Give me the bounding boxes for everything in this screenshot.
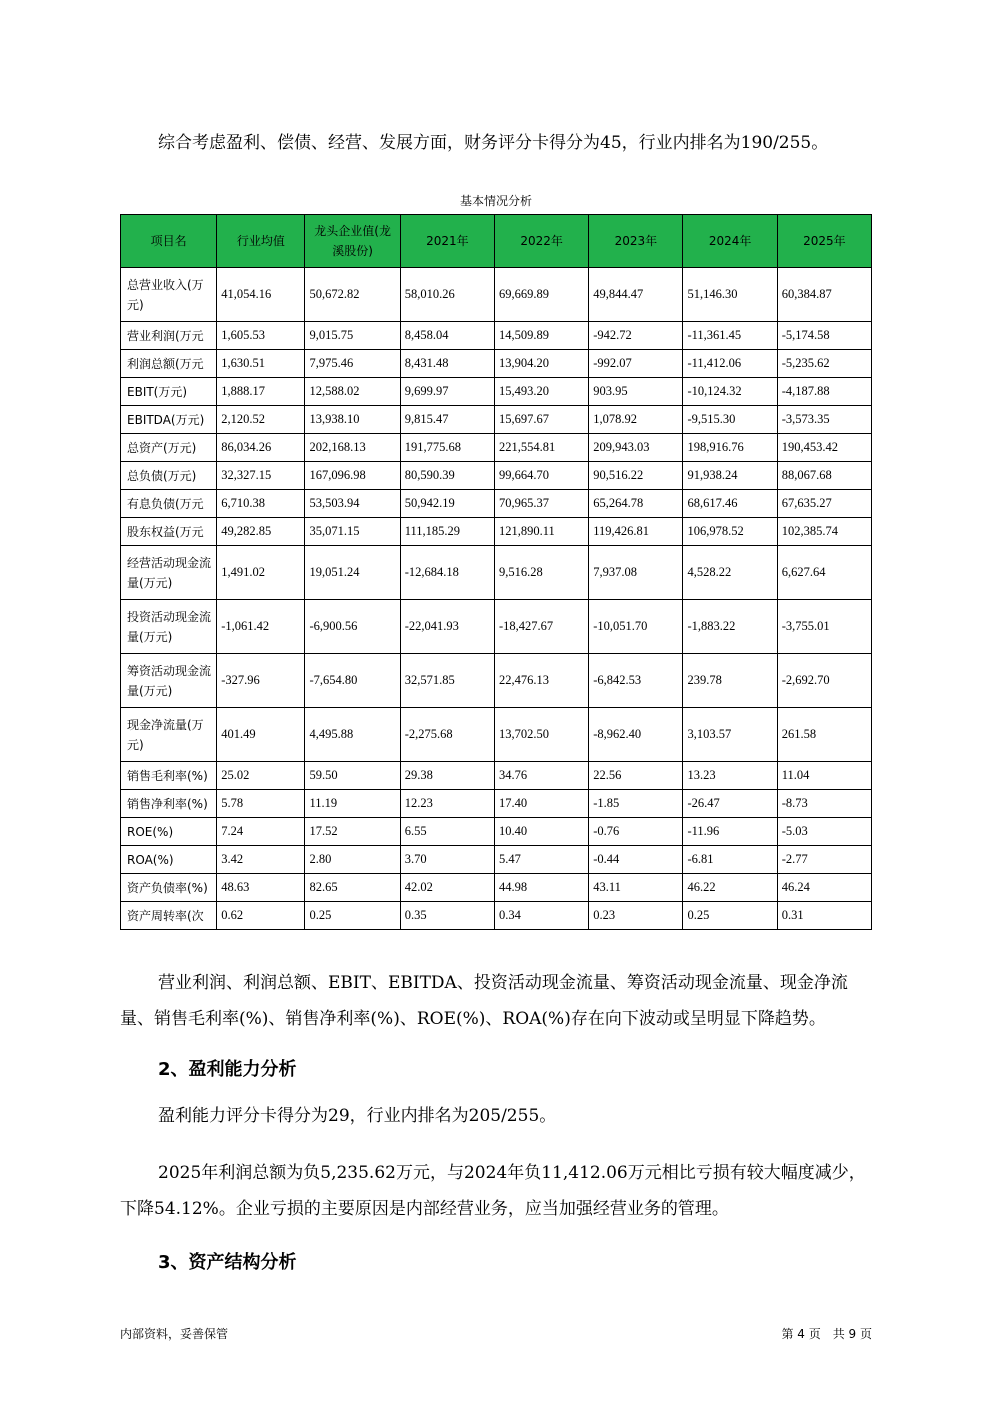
row-label: 总营业收入(万元) xyxy=(121,268,217,322)
table-cell: 22.56 xyxy=(589,762,683,790)
table-cell: -10,051.70 xyxy=(589,600,683,654)
table-cell: 19,051.24 xyxy=(305,546,400,600)
table-cell: 9,815.47 xyxy=(400,406,494,434)
table-cell: 119,426.81 xyxy=(589,518,683,546)
table-cell: 59.50 xyxy=(305,762,400,790)
table-cell: -5,235.62 xyxy=(777,350,871,378)
table-cell: 91,938.24 xyxy=(683,462,777,490)
profitability-score-paragraph: 盈利能力评分卡得分为29，行业内排名为205/255。 xyxy=(158,1106,557,1126)
table-cell: -1.85 xyxy=(589,790,683,818)
table-row xyxy=(121,490,872,518)
table-cell: 3,103.57 xyxy=(683,708,777,762)
table-cell: 1,605.53 xyxy=(217,322,305,350)
table-cell: -12,684.18 xyxy=(400,546,494,600)
table-cell: -22,041.93 xyxy=(400,600,494,654)
section-2-heading: 2、盈利能力分析 xyxy=(158,1059,297,1080)
trend-paragraph: 营业利润、利润总额、EBIT、EBITDA、投资活动现金流量、筹资活动现金流量、现金净流量、销售毛利率(%)、销售净利率(%)、ROE(%)、ROA(%)存在向下波动或呈明显下降趋势。 xyxy=(120,973,848,1029)
table-row xyxy=(121,762,872,790)
table-cell: -0.76 xyxy=(589,818,683,846)
table-cell: 80,590.39 xyxy=(400,462,494,490)
table-cell: 82.65 xyxy=(305,874,400,902)
table-row xyxy=(121,406,872,434)
row-label: 资产周转率(次 xyxy=(121,902,217,930)
table-cell: 221,554.81 xyxy=(494,434,588,462)
table-cell: 44.98 xyxy=(494,874,588,902)
table-cell: 4,528.22 xyxy=(683,546,777,600)
table-cell: 3.70 xyxy=(400,846,494,874)
table-cell: 49,844.47 xyxy=(589,268,683,322)
table-cell: 190,453.42 xyxy=(777,434,871,462)
table-cell: -10,124.32 xyxy=(683,378,777,406)
table-cell: 34.76 xyxy=(494,762,588,790)
table-cell: 191,775.68 xyxy=(400,434,494,462)
footer-confidential: 内部资料，妥善保管 xyxy=(120,1327,229,1341)
table-cell: -4,187.88 xyxy=(777,378,871,406)
table-cell: 12.23 xyxy=(400,790,494,818)
header-2024: 2024年 xyxy=(683,215,777,268)
table-cell: -18,427.67 xyxy=(494,600,588,654)
row-label: 总资产(万元) xyxy=(121,434,217,462)
table-cell: 48.63 xyxy=(217,874,305,902)
table-cell: 7.24 xyxy=(217,818,305,846)
table-cell: 25.02 xyxy=(217,762,305,790)
table-cell: 12,588.02 xyxy=(305,378,400,406)
table-caption: 基本情况分析 xyxy=(459,194,532,208)
table-cell: 35,071.15 xyxy=(305,518,400,546)
table-cell: 1,491.02 xyxy=(217,546,305,600)
table-cell: 903.95 xyxy=(589,378,683,406)
table-cell: 5.47 xyxy=(494,846,588,874)
footer-page-number: 第 4 页 共 9 页 xyxy=(781,1327,872,1341)
table-cell: 14,509.89 xyxy=(494,322,588,350)
table-cell: 9,699.97 xyxy=(400,378,494,406)
header-2022: 2022年 xyxy=(494,215,588,268)
table-cell: 32,327.15 xyxy=(217,462,305,490)
table-row xyxy=(121,350,872,378)
table-cell: 7,975.46 xyxy=(305,350,400,378)
table-header-row xyxy=(121,215,872,268)
table-cell: -3,573.35 xyxy=(777,406,871,434)
table-cell: 0.34 xyxy=(494,902,588,930)
header-2021: 2021年 xyxy=(400,215,494,268)
header-industry-avg: 行业均值 xyxy=(217,215,305,268)
table-cell: 41,054.16 xyxy=(217,268,305,322)
table-cell: 9,516.28 xyxy=(494,546,588,600)
table-cell: 58,010.26 xyxy=(400,268,494,322)
table-cell: 68,617.46 xyxy=(683,490,777,518)
table-cell: 0.62 xyxy=(217,902,305,930)
table-cell: 261.58 xyxy=(777,708,871,762)
row-label: 有息负债(万元 xyxy=(121,490,217,518)
table-cell: 9,015.75 xyxy=(305,322,400,350)
table-cell: -6,842.53 xyxy=(589,654,683,708)
table-row xyxy=(121,600,872,654)
financial-table xyxy=(120,214,872,930)
table-cell: -7,654.80 xyxy=(305,654,400,708)
profitability-detail-paragraph: 2025年利润总额为负5,235.62万元，与2024年负11,412.06万元相比亏损有较大幅度减少，下降54.12%。企业亏损的主要原因是内部经营业务，应当加强经营业务的管理。 xyxy=(120,1163,866,1219)
table-cell: -3,755.01 xyxy=(777,600,871,654)
table-cell: 3.42 xyxy=(217,846,305,874)
table-cell: -11,361.45 xyxy=(683,322,777,350)
table-row xyxy=(121,846,872,874)
table-cell: 15,493.20 xyxy=(494,378,588,406)
table-cell: -2,692.70 xyxy=(777,654,871,708)
table-cell: 0.25 xyxy=(683,902,777,930)
row-label: EBIT(万元) xyxy=(121,378,217,406)
header-2025: 2025年 xyxy=(777,215,871,268)
table-cell: 69,669.89 xyxy=(494,268,588,322)
table-cell: -8.73 xyxy=(777,790,871,818)
table-cell: 1,630.51 xyxy=(217,350,305,378)
table-cell: 10.40 xyxy=(494,818,588,846)
table-cell: 65,264.78 xyxy=(589,490,683,518)
table-cell: 70,965.37 xyxy=(494,490,588,518)
table-cell: 49,282.85 xyxy=(217,518,305,546)
table-cell: 167,096.98 xyxy=(305,462,400,490)
table-cell: 8,458.04 xyxy=(400,322,494,350)
table-cell: 11.19 xyxy=(305,790,400,818)
table-cell: 102,385.74 xyxy=(777,518,871,546)
header-2023: 2023年 xyxy=(589,215,683,268)
table-cell: 202,168.13 xyxy=(305,434,400,462)
intro-paragraph: 综合考虑盈利、偿债、经营、发展方面，财务评分卡得分为45，行业内排名为190/255。 xyxy=(158,133,829,153)
header-item-name: 项目名 xyxy=(121,215,217,268)
row-label: ROE(%) xyxy=(121,818,217,846)
table-row xyxy=(121,268,872,322)
table-cell: 67,635.27 xyxy=(777,490,871,518)
table-cell: 6,627.64 xyxy=(777,546,871,600)
row-label: ROA(%) xyxy=(121,846,217,874)
table-cell: 13.23 xyxy=(683,762,777,790)
table-cell: 42.02 xyxy=(400,874,494,902)
row-label: 销售净利率(%) xyxy=(121,790,217,818)
table-cell: -1,061.42 xyxy=(217,600,305,654)
table-cell: -0.44 xyxy=(589,846,683,874)
row-label: 总负债(万元) xyxy=(121,462,217,490)
table-cell: 6.55 xyxy=(400,818,494,846)
table-cell: 22,476.13 xyxy=(494,654,588,708)
table-cell: 50,942.19 xyxy=(400,490,494,518)
table-row xyxy=(121,378,872,406)
table-cell: 2,120.52 xyxy=(217,406,305,434)
table-cell: 8,431.48 xyxy=(400,350,494,378)
table-cell: 29.38 xyxy=(400,762,494,790)
table-cell: 17.40 xyxy=(494,790,588,818)
table-cell: -327.96 xyxy=(217,654,305,708)
row-label: 股东权益(万元 xyxy=(121,518,217,546)
table-cell: 0.35 xyxy=(400,902,494,930)
table-cell: 2.80 xyxy=(305,846,400,874)
table-cell: 11.04 xyxy=(777,762,871,790)
table-cell: 13,904.20 xyxy=(494,350,588,378)
table-row xyxy=(121,518,872,546)
table-cell: 209,943.03 xyxy=(589,434,683,462)
row-label: 资产负债率(%) xyxy=(121,874,217,902)
table-cell: -26.47 xyxy=(683,790,777,818)
table-cell: 239.78 xyxy=(683,654,777,708)
table-row xyxy=(121,818,872,846)
table-cell: 6,710.38 xyxy=(217,490,305,518)
table-cell: 46.22 xyxy=(683,874,777,902)
table-cell: 4,495.88 xyxy=(305,708,400,762)
table-cell: 88,067.68 xyxy=(777,462,871,490)
table-cell: 46.24 xyxy=(777,874,871,902)
table-cell: 0.25 xyxy=(305,902,400,930)
table-cell: 51,146.30 xyxy=(683,268,777,322)
table-row xyxy=(121,708,872,762)
row-label: 投资活动现金流量(万元) xyxy=(121,600,217,654)
row-label: 筹资活动现金流量(万元) xyxy=(121,654,217,708)
table-cell: 13,702.50 xyxy=(494,708,588,762)
table-cell: 43.11 xyxy=(589,874,683,902)
table-cell: 60,384.87 xyxy=(777,268,871,322)
table-cell: 17.52 xyxy=(305,818,400,846)
table-row xyxy=(121,434,872,462)
table-cell: -6.81 xyxy=(683,846,777,874)
table-row xyxy=(121,790,872,818)
table-cell: -5.03 xyxy=(777,818,871,846)
row-label: 销售毛利率(%) xyxy=(121,762,217,790)
table-cell: -942.72 xyxy=(589,322,683,350)
table-cell: -2,275.68 xyxy=(400,708,494,762)
table-row xyxy=(121,902,872,930)
table-cell: 50,672.82 xyxy=(305,268,400,322)
table-cell: -992.07 xyxy=(589,350,683,378)
section-3-heading: 3、资产结构分析 xyxy=(158,1252,297,1273)
table-cell: 121,890.11 xyxy=(494,518,588,546)
table-cell: 401.49 xyxy=(217,708,305,762)
table-cell: 7,937.08 xyxy=(589,546,683,600)
table-cell: 15,697.67 xyxy=(494,406,588,434)
row-label: 利润总额(万元 xyxy=(121,350,217,378)
row-label: 营业利润(万元 xyxy=(121,322,217,350)
row-label: 现金净流量(万元) xyxy=(121,708,217,762)
table-cell: 99,664.70 xyxy=(494,462,588,490)
row-label: EBITDA(万元) xyxy=(121,406,217,434)
table-cell: -11.96 xyxy=(683,818,777,846)
table-cell: 32,571.85 xyxy=(400,654,494,708)
table-cell: -11,412.06 xyxy=(683,350,777,378)
table-cell: 1,078.92 xyxy=(589,406,683,434)
table-cell: 0.31 xyxy=(777,902,871,930)
table-cell: 5.78 xyxy=(217,790,305,818)
table-cell: -6,900.56 xyxy=(305,600,400,654)
table-cell: -9,515.30 xyxy=(683,406,777,434)
table-row xyxy=(121,654,872,708)
table-row xyxy=(121,462,872,490)
table-cell: 86,034.26 xyxy=(217,434,305,462)
table-row xyxy=(121,322,872,350)
table-cell: -2.77 xyxy=(777,846,871,874)
table-cell: 106,978.52 xyxy=(683,518,777,546)
table-cell: 53,503.94 xyxy=(305,490,400,518)
table-cell: 13,938.10 xyxy=(305,406,400,434)
table-cell: 198,916.76 xyxy=(683,434,777,462)
table-cell: 90,516.22 xyxy=(589,462,683,490)
table-cell: -5,174.58 xyxy=(777,322,871,350)
table-cell: -1,883.22 xyxy=(683,600,777,654)
table-cell: 0.23 xyxy=(589,902,683,930)
table-row xyxy=(121,874,872,902)
row-label: 经营活动现金流量(万元) xyxy=(121,546,217,600)
table-cell: -8,962.40 xyxy=(589,708,683,762)
header-leader-value: 龙头企业值(龙溪股份) xyxy=(305,215,400,268)
table-cell: 1,888.17 xyxy=(217,378,305,406)
table-cell: 111,185.29 xyxy=(400,518,494,546)
table-row xyxy=(121,546,872,600)
